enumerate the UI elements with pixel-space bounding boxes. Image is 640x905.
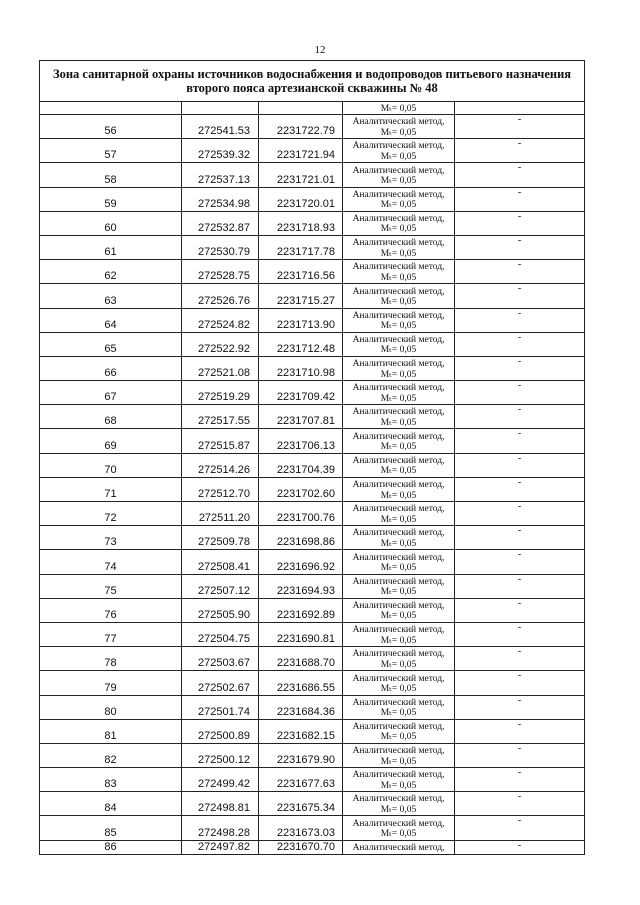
method-cell xyxy=(343,574,455,598)
method-value: Mₜ= 0,05 xyxy=(380,829,417,840)
point-number-cell: 61 xyxy=(40,235,182,259)
continuation-row xyxy=(40,102,585,115)
method-cell xyxy=(343,671,455,695)
y-coordinate-cell: 2231686.55 xyxy=(259,671,343,695)
y-coordinate-cell: 2231706.13 xyxy=(259,429,343,453)
y-coordinate-cell: 2231670.70 xyxy=(259,840,343,854)
error-mark-cell: - xyxy=(455,187,585,211)
y-coordinate-cell: 2231717.78 xyxy=(259,235,343,259)
error-mark-cell: - xyxy=(455,598,585,622)
table-row xyxy=(40,453,585,477)
x-coordinate-cell: 272498.28 xyxy=(182,816,259,840)
method-label: Аналитический метод, xyxy=(352,141,445,152)
method-value: Mₜ= 0,05 xyxy=(380,490,417,501)
error-mark-cell: - xyxy=(455,792,585,816)
method-label: Аналитический метод, xyxy=(352,359,445,370)
method-label: Аналитический метод, xyxy=(352,697,445,708)
table-row xyxy=(40,574,585,598)
error-cell xyxy=(455,102,585,115)
x-coordinate-cell: 272507.12 xyxy=(182,574,259,598)
x-coordinate-cell: 272500.89 xyxy=(182,719,259,743)
y-coordinate-cell: 2231718.93 xyxy=(259,211,343,235)
error-mark-cell: - xyxy=(455,743,585,767)
error-mark-cell: - xyxy=(455,332,585,356)
method-value: Mₜ= 0,05 xyxy=(380,466,417,477)
method-cell xyxy=(343,598,455,622)
method-value: Mₜ= 0,05 xyxy=(380,369,417,380)
x-coordinate-cell: 272522.92 xyxy=(182,332,259,356)
point-number-cell: 81 xyxy=(40,719,182,743)
point-number-cell: 62 xyxy=(40,260,182,284)
table-title-row xyxy=(40,61,585,102)
method-cell xyxy=(343,719,455,743)
method-cell xyxy=(343,381,455,405)
method-value: Mₜ= 0,05 xyxy=(380,587,417,598)
y-coordinate-cell: 2231709.42 xyxy=(259,381,343,405)
error-mark-cell: - xyxy=(455,526,585,550)
method-cell xyxy=(343,792,455,816)
method-cell xyxy=(343,526,455,550)
title-line-2: второго пояса артезианской скважины № 48 xyxy=(186,81,438,95)
x-coordinate-cell: 272539.32 xyxy=(182,139,259,163)
method-value: Mₜ= 0,05 xyxy=(380,684,417,694)
method-label: Аналитический метод, xyxy=(352,552,445,563)
method-cell xyxy=(343,768,455,792)
table-row xyxy=(40,405,585,429)
method-label: Аналитический метод, xyxy=(352,649,445,660)
method-cell xyxy=(343,284,455,308)
point-number-cell: 64 xyxy=(40,308,182,332)
method-label: Аналитический метод, xyxy=(352,334,445,345)
point-number-cell: 86 xyxy=(40,840,182,854)
x-coordinate-cell: 272517.55 xyxy=(182,405,259,429)
table-row xyxy=(40,139,585,163)
method-value: Mₜ= 0,05 xyxy=(380,732,417,743)
error-mark-cell: - xyxy=(455,671,585,695)
method-label: Аналитический метод, xyxy=(352,189,445,200)
table-row xyxy=(40,695,585,719)
y-coordinate-cell: 2231682.15 xyxy=(259,719,343,743)
method-cell xyxy=(343,163,455,187)
method-value: Mₜ= 0,05 xyxy=(380,272,417,283)
point-number-cell: 82 xyxy=(40,743,182,767)
error-mark-cell: - xyxy=(455,235,585,259)
error-mark-cell: - xyxy=(455,840,585,854)
point-number-cell: 74 xyxy=(40,550,182,574)
y-coordinate-cell: 2231700.76 xyxy=(259,502,343,526)
method-value: Mₜ= 0,05 xyxy=(380,514,417,525)
y-coordinate-cell: 2231692.89 xyxy=(259,598,343,622)
method-label: Аналитический метод, xyxy=(352,721,445,732)
table-row xyxy=(40,260,585,284)
error-mark-cell: - xyxy=(455,429,585,453)
point-number-cell: 77 xyxy=(40,622,182,646)
method-label: Аналитический метод, xyxy=(352,843,445,854)
method-value: Mₜ= 0,05 xyxy=(380,538,417,549)
method-value: Mₜ= 0,05 xyxy=(380,611,417,622)
error-mark-cell: - xyxy=(455,139,585,163)
point-number-cell: 73 xyxy=(40,526,182,550)
method-label: Аналитический метод, xyxy=(352,625,445,636)
method-label: Аналитический метод, xyxy=(352,600,445,611)
y-coordinate-cell: 2231696.92 xyxy=(259,550,343,574)
point-number-cell: 75 xyxy=(40,574,182,598)
error-mark-cell: - xyxy=(455,719,585,743)
method-label: Аналитический метод, xyxy=(352,576,445,587)
method-cell xyxy=(343,453,455,477)
table-row xyxy=(40,115,585,139)
table-row xyxy=(40,187,585,211)
method-value: Mₜ= 0,05 xyxy=(380,127,417,138)
table-row xyxy=(40,356,585,380)
method-cell xyxy=(343,139,455,163)
table-row xyxy=(40,792,585,816)
error-mark-cell: - xyxy=(455,405,585,429)
point-number-cell: 72 xyxy=(40,502,182,526)
x-coordinate-cell: 272509.78 xyxy=(182,526,259,550)
y-coordinate-cell: 2231698.86 xyxy=(259,526,343,550)
point-number-cell: 79 xyxy=(40,671,182,695)
method-label: Аналитический метод, xyxy=(352,117,445,128)
y-coordinate-cell: 2231715.27 xyxy=(259,284,343,308)
point-number-cell: 58 xyxy=(40,163,182,187)
method-cell xyxy=(343,502,455,526)
y-cell xyxy=(259,102,343,115)
y-coordinate-cell: 2231688.70 xyxy=(259,647,343,671)
method-label: Аналитический метод, xyxy=(352,431,445,442)
table-row xyxy=(40,429,585,453)
method-value: Mₜ= 0,05 xyxy=(380,224,417,235)
y-coordinate-cell: 2231690.81 xyxy=(259,622,343,646)
table-row xyxy=(40,332,585,356)
method-label: Аналитический метод, xyxy=(352,286,445,297)
x-coordinate-cell: 272528.75 xyxy=(182,260,259,284)
y-coordinate-cell: 2231677.63 xyxy=(259,768,343,792)
table-row xyxy=(40,163,585,187)
table-row xyxy=(40,768,585,792)
table-row xyxy=(40,671,585,695)
y-coordinate-cell: 2231704.39 xyxy=(259,453,343,477)
method-value: Mₜ= 0,05 xyxy=(380,563,417,574)
method-cell xyxy=(343,695,455,719)
x-coordinate-cell: 272505.90 xyxy=(182,598,259,622)
method-value: Mₜ= 0,05 xyxy=(380,345,417,356)
method-cell xyxy=(343,356,455,380)
method-cell xyxy=(343,477,455,501)
method-value: Mₜ= 0,05 xyxy=(380,659,417,670)
table-row xyxy=(40,284,585,308)
error-mark-cell: - xyxy=(455,381,585,405)
method-value: Mₜ= 0,05 xyxy=(380,780,417,791)
point-number-cell: 63 xyxy=(40,284,182,308)
point-number-cell: 65 xyxy=(40,332,182,356)
y-coordinate-cell: 2231702.60 xyxy=(259,477,343,501)
method-value: Mₜ= 0,05 xyxy=(380,804,417,815)
y-coordinate-cell: 2231721.94 xyxy=(259,139,343,163)
point-number-cell: 80 xyxy=(40,695,182,719)
method-cell xyxy=(343,332,455,356)
method-cell xyxy=(343,115,455,139)
table-row xyxy=(40,526,585,550)
y-coordinate-cell: 2231675.34 xyxy=(259,792,343,816)
method-value: Mₜ= 0,05 xyxy=(380,393,417,404)
table-row xyxy=(40,308,585,332)
method-value: Mₜ= 0,05 xyxy=(380,248,417,259)
method-value: Mₜ= 0,05 xyxy=(380,708,417,719)
title-line-1: Зона санитарной охраны источников водоснабжения и водопроводов питьевого назначения xyxy=(52,67,572,81)
method-cell xyxy=(343,211,455,235)
x-coordinate-cell: 272499.42 xyxy=(182,768,259,792)
y-coordinate-cell: 2231710.98 xyxy=(259,356,343,380)
x-coordinate-cell: 272514.26 xyxy=(182,453,259,477)
point-number-cell: 85 xyxy=(40,816,182,840)
method-value: Mₜ= 0,05 xyxy=(380,442,417,453)
method-label: Аналитический метод, xyxy=(352,746,445,757)
y-coordinate-cell: 2231716.56 xyxy=(259,260,343,284)
point-number-cell: 69 xyxy=(40,429,182,453)
error-mark-cell: - xyxy=(455,695,585,719)
method-cell xyxy=(343,187,455,211)
x-coordinate-cell: 272508.41 xyxy=(182,550,259,574)
y-coordinate-cell: 2231720.01 xyxy=(259,187,343,211)
method-label: Аналитический метод, xyxy=(352,165,445,176)
point-number-cell: 56 xyxy=(40,115,182,139)
y-coordinate-cell: 2231673.03 xyxy=(259,816,343,840)
x-coordinate-cell: 272519.29 xyxy=(182,381,259,405)
method-label: Аналитический метод, xyxy=(352,673,445,684)
method-value: Mₜ= 0,05 xyxy=(380,635,417,646)
y-coordinate-cell: 2231713.90 xyxy=(259,308,343,332)
error-mark-cell: - xyxy=(455,477,585,501)
table-row xyxy=(40,598,585,622)
x-coordinate-cell: 272537.13 xyxy=(182,163,259,187)
method-value: Mₜ= 0,05 xyxy=(380,176,417,187)
method-label: Аналитический метод, xyxy=(352,310,445,321)
x-coordinate-cell: 272541.53 xyxy=(182,115,259,139)
method-cell xyxy=(343,816,455,840)
error-mark-cell: - xyxy=(455,453,585,477)
method-label: Аналитический метод, xyxy=(352,238,445,249)
error-mark-cell: - xyxy=(455,502,585,526)
method-value: Mₜ= 0,05 xyxy=(380,321,417,332)
table-row xyxy=(40,743,585,767)
error-mark-cell: - xyxy=(455,260,585,284)
y-coordinate-cell: 2231707.81 xyxy=(259,405,343,429)
point-number-cell: 57 xyxy=(40,139,182,163)
y-coordinate-cell: 2231712.48 xyxy=(259,332,343,356)
table-row xyxy=(40,235,585,259)
table-row xyxy=(40,211,585,235)
point-number-cell: 78 xyxy=(40,647,182,671)
method-cell xyxy=(343,308,455,332)
method-cell xyxy=(343,622,455,646)
coordinates-table xyxy=(39,60,585,855)
method-value: Mₜ= 0,05 xyxy=(380,297,417,307)
method-cell xyxy=(343,647,455,671)
method-cell xyxy=(343,405,455,429)
error-mark-cell: - xyxy=(455,356,585,380)
error-mark-cell: - xyxy=(455,550,585,574)
method-label: Аналитический метод, xyxy=(352,480,445,490)
x-coordinate-cell: 272501.74 xyxy=(182,695,259,719)
y-coordinate-cell: 2231722.79 xyxy=(259,115,343,139)
x-coordinate-cell: 272526.76 xyxy=(182,284,259,308)
point-number-cell: 71 xyxy=(40,477,182,501)
x-coordinate-cell: 272534.98 xyxy=(182,187,259,211)
method-label: Аналитический метод, xyxy=(352,818,445,829)
method-label: Аналитический метод, xyxy=(352,770,445,781)
method-cell xyxy=(343,260,455,284)
method-value: Mₜ= 0,05 xyxy=(380,103,417,114)
point-number-cell xyxy=(40,102,182,115)
method-label: Аналитический метод, xyxy=(352,455,445,466)
method-cell xyxy=(343,840,455,854)
x-cell xyxy=(182,102,259,115)
method-cell xyxy=(343,743,455,767)
method-label: Аналитический метод, xyxy=(352,383,445,394)
page-number: 12 xyxy=(314,44,326,56)
y-coordinate-cell: 2231684.36 xyxy=(259,695,343,719)
x-coordinate-cell: 272532.87 xyxy=(182,211,259,235)
table-row xyxy=(40,550,585,574)
method-label: Аналитический метод, xyxy=(352,407,445,418)
x-coordinate-cell: 272521.08 xyxy=(182,356,259,380)
point-number-cell: 59 xyxy=(40,187,182,211)
table-row xyxy=(40,840,585,854)
method-cell xyxy=(343,550,455,574)
method-cell xyxy=(343,235,455,259)
method-label: Аналитический метод, xyxy=(352,213,445,224)
error-mark-cell: - xyxy=(455,622,585,646)
method-cell xyxy=(343,429,455,453)
table-row xyxy=(40,381,585,405)
x-coordinate-cell: 272524.82 xyxy=(182,308,259,332)
table-row xyxy=(40,477,585,501)
point-number-cell: 84 xyxy=(40,792,182,816)
error-mark-cell: - xyxy=(455,308,585,332)
table-body xyxy=(40,61,585,855)
method-label: Аналитический метод, xyxy=(352,262,445,273)
error-mark-cell: - xyxy=(455,574,585,598)
error-mark-cell: - xyxy=(455,647,585,671)
error-mark-cell: - xyxy=(455,163,585,187)
table-title xyxy=(40,61,585,102)
table-row xyxy=(40,502,585,526)
point-number-cell: 70 xyxy=(40,453,182,477)
point-number-cell: 67 xyxy=(40,381,182,405)
method-label: Аналитический метод, xyxy=(352,528,445,539)
error-mark-cell: - xyxy=(455,284,585,308)
y-coordinate-cell: 2231721.01 xyxy=(259,163,343,187)
method-label: Аналитический метод, xyxy=(352,504,445,515)
x-coordinate-cell: 272511.20 xyxy=(182,502,259,526)
error-mark-cell: - xyxy=(455,211,585,235)
point-number-cell: 68 xyxy=(40,405,182,429)
x-coordinate-cell: 272530.79 xyxy=(182,235,259,259)
table-row xyxy=(40,647,585,671)
point-number-cell: 76 xyxy=(40,598,182,622)
x-coordinate-cell: 272512.70 xyxy=(182,477,259,501)
table-row xyxy=(40,816,585,840)
x-coordinate-cell: 272500.12 xyxy=(182,743,259,767)
x-coordinate-cell: 272503.67 xyxy=(182,647,259,671)
method-value: Mₜ= 0,05 xyxy=(380,200,417,211)
y-coordinate-cell: 2231694.93 xyxy=(259,574,343,598)
x-coordinate-cell: 272497.82 xyxy=(182,840,259,854)
x-coordinate-cell: 272504.75 xyxy=(182,622,259,646)
error-mark-cell: - xyxy=(455,816,585,840)
x-coordinate-cell: 272498.81 xyxy=(182,792,259,816)
point-number-cell: 60 xyxy=(40,211,182,235)
x-coordinate-cell: 272515.87 xyxy=(182,429,259,453)
method-cell xyxy=(343,102,455,115)
error-mark-cell: - xyxy=(455,768,585,792)
table-row xyxy=(40,622,585,646)
x-coordinate-cell: 272502.67 xyxy=(182,671,259,695)
method-label: Аналитический метод, xyxy=(352,794,445,805)
method-value: Mₜ= 0,05 xyxy=(380,417,417,428)
table-row xyxy=(40,719,585,743)
method-value: Mₜ= 0,05 xyxy=(380,151,417,162)
point-number-cell: 83 xyxy=(40,768,182,792)
y-coordinate-cell: 2231679.90 xyxy=(259,743,343,767)
error-mark-cell: - xyxy=(455,115,585,139)
method-value: Mₜ= 0,05 xyxy=(380,756,417,767)
point-number-cell: 66 xyxy=(40,356,182,380)
